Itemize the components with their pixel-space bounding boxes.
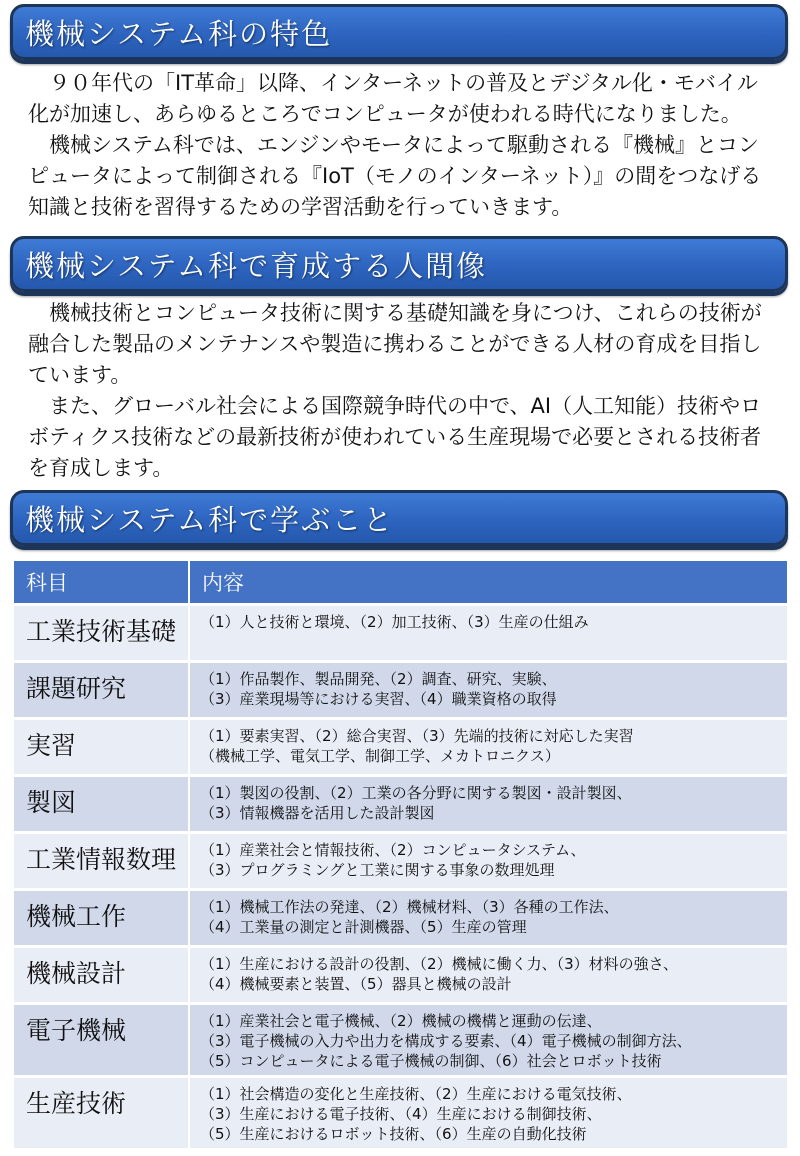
content-line: （3）プログラミングと工業に関する事象の数理処理 <box>200 861 555 879</box>
content-line: （3）生産における電子技術、（4）生産における制御技術、 <box>200 1105 602 1123</box>
content-line: （3）電子機械の入力や出力を構成する要素、（4）電子機械の制御方法、 <box>200 1032 692 1050</box>
table-row <box>14 891 787 945</box>
section-title-ideal-person: 機械システム科で育成する人間像 <box>10 236 788 292</box>
ideal-paragraph: 機械技術とコンピュータ技術に関する基礎知識を身につけ、これらの技術が融合した製品のメンテナンスや製造に携わることができる人材の育成を目指しています。 <box>28 301 762 387</box>
section-title-curriculum: 機械システム科で学ぶこと <box>10 490 788 546</box>
table-row <box>14 834 787 888</box>
content-cell <box>190 1005 787 1075</box>
features-text <box>28 68 778 223</box>
content-line: （5）コンピュータによる電子機械の制御、（6）社会とロボット技術 <box>200 1052 662 1070</box>
subject-cell: 課題研究 <box>14 663 190 717</box>
table-row <box>14 1078 787 1148</box>
content-line: （1）人と技術と環境、（2）加工技術、（3）生産の仕組み <box>200 613 589 631</box>
content-cell <box>190 948 787 1002</box>
subject-cell: 製図 <box>14 777 190 831</box>
subject-cell: 機械設計 <box>14 948 190 1002</box>
subject-cell: 電子機械 <box>14 1005 190 1075</box>
table-row <box>14 720 787 774</box>
table-row <box>14 948 787 1002</box>
content-cell <box>190 1078 787 1148</box>
curriculum-table <box>14 558 787 1151</box>
content-line: （1）産業社会と情報技術、（2）コンピュータシステム、 <box>200 841 586 859</box>
content-line: （3）産業現場等における実習、（4）職業資格の取得 <box>200 690 557 708</box>
content-line: （1）産業社会と電子機械、（2）機械の機構と運動の伝達、 <box>200 1012 602 1030</box>
subject-cell: 機械工作 <box>14 891 190 945</box>
subject-cell: 生産技術 <box>14 1078 190 1148</box>
table-row <box>14 1005 787 1075</box>
content-cell <box>190 606 787 660</box>
table-row <box>14 777 787 831</box>
content-line: （4）機械要素と装置、（5）器具と機械の設計 <box>200 975 512 993</box>
content-line: （4）工業量の測定と計測機器、（5）生産の管理 <box>200 918 527 936</box>
features-paragraph: ９０年代の「IT革命」以降、インターネットの普及とデジタル化・モバイル化が加速し、あらゆるところでコンピュータが使われる時代になりました。 <box>28 71 758 126</box>
content-line: （1）要素実習、（2）総合実習、（3）先端的技術に対応した実習 <box>200 727 634 745</box>
ideal-person-text <box>28 298 778 484</box>
content-line: （3）情報機器を活用した設計製図 <box>200 804 435 822</box>
content-line: （1）生産における設計の役割、（2）機械に働く力、（3）材料の強さ、 <box>200 955 679 973</box>
content-line: （1）機械工作法の発達、（2）機械材料、（3）各種の工作法、 <box>200 898 619 916</box>
header-content: 内容 <box>190 561 787 603</box>
features-paragraph: 機械システム科では、エンジンやモータによって駆動される『機械』とコンピュータによって制御される『IoT（モノのインターネット）』の間をつなげる知識と技術を習得するための学習活動を行っていきます。 <box>28 133 762 219</box>
subject-cell: 工業情報数理 <box>14 834 190 888</box>
content-line: （5）生産におけるロボット技術、（6）生産の自動化技術 <box>200 1125 587 1143</box>
table-row <box>14 663 787 717</box>
ideal-paragraph: また、グローバル社会による国際競争時代の中で、AI（人工知能）技術やロボティクス技術などの最新技術が使われている生産現場で必要とされる技術者を育成します。 <box>28 394 762 480</box>
content-cell <box>190 891 787 945</box>
header-subject: 科目 <box>14 561 190 603</box>
content-cell <box>190 777 787 831</box>
content-line: （1）製図の役割、（2）工業の各分野に関する製図・設計製図、 <box>200 784 632 802</box>
content-cell <box>190 720 787 774</box>
content-line: （機械工学、電気工学、制御工学、メカトロニクス） <box>200 747 560 765</box>
subject-cell: 実習 <box>14 720 190 774</box>
content-cell <box>190 834 787 888</box>
table-row <box>14 606 787 660</box>
content-line: （1）社会構造の変化と生産技術、（2）生産における電気技術、 <box>200 1085 632 1103</box>
subject-cell: 工業技術基礎 <box>14 606 190 660</box>
content-cell <box>190 663 787 717</box>
section-title-features: 機械システム科の特色 <box>10 4 788 60</box>
content-line: （1）作品製作、製品開発、（2）調査、研究、実験、 <box>200 670 557 688</box>
